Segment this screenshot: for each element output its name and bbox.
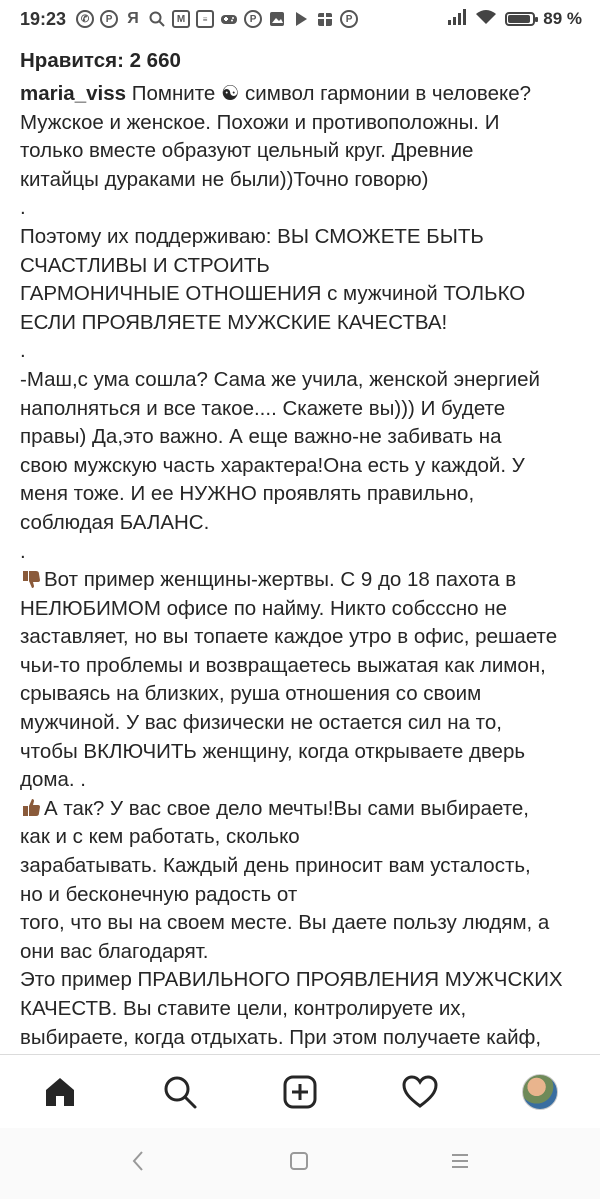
caption-line (20, 709, 585, 738)
caption-text: . (20, 539, 26, 563)
caption-line (20, 938, 585, 967)
back-icon[interactable] (129, 1149, 149, 1178)
caption-text: меня тоже. И ее НУЖНО проявлять правильно, (20, 482, 475, 506)
caption-text: Мужское и женское. Похожи и противоположны. И (20, 110, 500, 134)
thumbs-up-icon (20, 797, 42, 819)
play-icon (292, 10, 310, 28)
caption-text: как и с кем работать, сколько (20, 825, 300, 849)
caption-text: но и бесконечную радость от (20, 882, 298, 906)
caption-text: наполняться и все такое.... Скажете вы))) И будете (20, 396, 506, 420)
home-icon[interactable] (30, 1062, 90, 1122)
caption-text: НЕЛЮБИМОМ офисе по найму. Никто собсссно не (20, 596, 507, 620)
caption-line (20, 795, 585, 824)
search-icon (148, 10, 166, 28)
caption-line (20, 194, 585, 223)
caption-line (20, 137, 585, 166)
status-bar (0, 0, 600, 38)
caption-line (20, 480, 585, 509)
home-square-icon[interactable] (288, 1150, 310, 1177)
post-content (20, 44, 585, 1054)
caption-line (20, 766, 585, 795)
battery-icon (505, 12, 535, 26)
gallery-icon (268, 10, 286, 28)
caption-text: заставляет, но вы топаете каждое утро в офис, решаете (20, 625, 558, 649)
caption-text: только вместе образуют цельный круг. Древние (20, 139, 474, 163)
caption-line (20, 909, 585, 938)
caption-text: СЧАСТЛИВЫ И СТРОИТЬ (20, 253, 270, 277)
caption-line (20, 337, 585, 366)
battery-level (508, 15, 529, 23)
gamepad-icon (220, 10, 238, 28)
caption-text: китайцы дураками не были))Точно говорю) (20, 167, 429, 191)
caption-line (20, 538, 585, 567)
caption-line (20, 738, 585, 767)
caption-text: чтобы ВКЛЮЧИТЬ женщину, когда открываете дверь (20, 739, 526, 763)
recents-menu-icon[interactable] (449, 1150, 471, 1177)
caption-text: . (20, 196, 26, 220)
caption-line (20, 309, 585, 338)
pinterest-icon: P (244, 10, 262, 28)
caption-line (20, 595, 585, 624)
wifi-icon (475, 9, 497, 30)
caption-line (20, 423, 585, 452)
caption-line (20, 366, 585, 395)
caption-line (20, 252, 585, 281)
caption-line (20, 80, 585, 109)
caption-line (20, 509, 585, 538)
profile-avatar (522, 1074, 558, 1110)
gmail-icon: M (172, 10, 190, 28)
caption-text: свою мужскую часть характера!Она есть у каждой. У (20, 453, 525, 477)
gift-icon (316, 10, 334, 28)
caption-line (20, 881, 585, 910)
battery-percent: 89 % (543, 9, 582, 28)
sms-icon: ≡ (196, 10, 214, 28)
post-caption (20, 80, 585, 1081)
caption-text: Помните ☯ символ гармонии в человеке? (126, 82, 531, 105)
thumbs-down-icon (20, 568, 42, 590)
add-post-icon[interactable] (270, 1062, 330, 1122)
caption-text: ЕСЛИ ПРОЯВЛЯЕТЕ МУЖСКИЕ КАЧЕСТВА! (20, 310, 448, 334)
caption-text: зарабатывать. Каждый день приносит вам усталость, (20, 854, 531, 878)
signal-icon (447, 9, 467, 30)
caption-line (20, 166, 585, 195)
caption-text: -Маш,с ума сошла? Сама же учила, женской энергией (20, 367, 540, 391)
caption-text: соблюдая БАЛАНС. (20, 510, 210, 534)
likes-count[interactable]: Нравится: 2 660 (20, 49, 181, 72)
caption-text: Это пример ПРАВИЛЬНОГО ПРОЯВЛЕНИЯ МУЖЧСКИХ (20, 968, 563, 992)
caption-line (20, 280, 585, 309)
whatsapp-icon: ✆ (76, 10, 94, 28)
caption-text: выбираете, когда отдыхать. При этом получаете кайф, (20, 1025, 542, 1049)
caption-text: дома. . (20, 768, 86, 792)
caption-text: они вас благодарят. (20, 939, 209, 963)
search-icon[interactable] (150, 1062, 210, 1122)
caption-text: А так? У вас свое дело мечты!Вы сами выбираете, (44, 796, 530, 820)
pinterest-icon: P (100, 10, 118, 28)
activity-heart-icon[interactable] (390, 1062, 450, 1122)
caption-text: срываясь на близких, руша отношения со своим (20, 682, 482, 706)
caption-text: Вот пример женщины-жертвы. С 9 до 18 пахота в (44, 568, 517, 592)
caption-line (20, 652, 585, 681)
pinterest-icon: P (340, 10, 358, 28)
caption-text: ГАРМОНИЧНЫЕ ОТНОШЕНИЯ с мужчиной ТОЛЬКО (20, 282, 526, 306)
caption-text: того, что вы на своем месте. Вы даете пользу людям, а (20, 911, 550, 935)
caption-text: правы) Да,это важно. А еще важно-не забивать на (20, 425, 502, 449)
caption-line (20, 623, 585, 652)
caption-line (20, 680, 585, 709)
caption-line (20, 852, 585, 881)
yandex-icon: Я (127, 10, 139, 27)
username-link[interactable]: maria_viss (20, 82, 127, 105)
caption-line (20, 995, 585, 1024)
caption-text: чьи-то проблемы и возвращаетесь выжатая как лимон, (20, 653, 546, 677)
status-time: 19:23 (20, 8, 67, 29)
profile-tab[interactable] (510, 1062, 570, 1122)
caption-line (20, 966, 585, 995)
caption-line (20, 1024, 585, 1053)
caption-text: Поэтому их поддерживаю: ВЫ СМОЖЕТЕ БЫТЬ (20, 224, 484, 248)
caption-text: мужчиной. У вас физически не остается сил на то, (20, 711, 502, 735)
status-left (20, 9, 358, 30)
caption-text: КАЧЕСТВ. Вы ставите цели, контролируете их, (20, 997, 467, 1020)
status-right (447, 9, 582, 30)
caption-line (20, 109, 585, 138)
caption-line (20, 223, 585, 252)
caption-text: . (20, 339, 26, 363)
caption-line (20, 452, 585, 481)
bottom-navigation (0, 1054, 600, 1129)
caption-line (20, 823, 585, 852)
caption-line (20, 566, 585, 595)
caption-line (20, 395, 585, 424)
system-navigation (0, 1128, 600, 1199)
